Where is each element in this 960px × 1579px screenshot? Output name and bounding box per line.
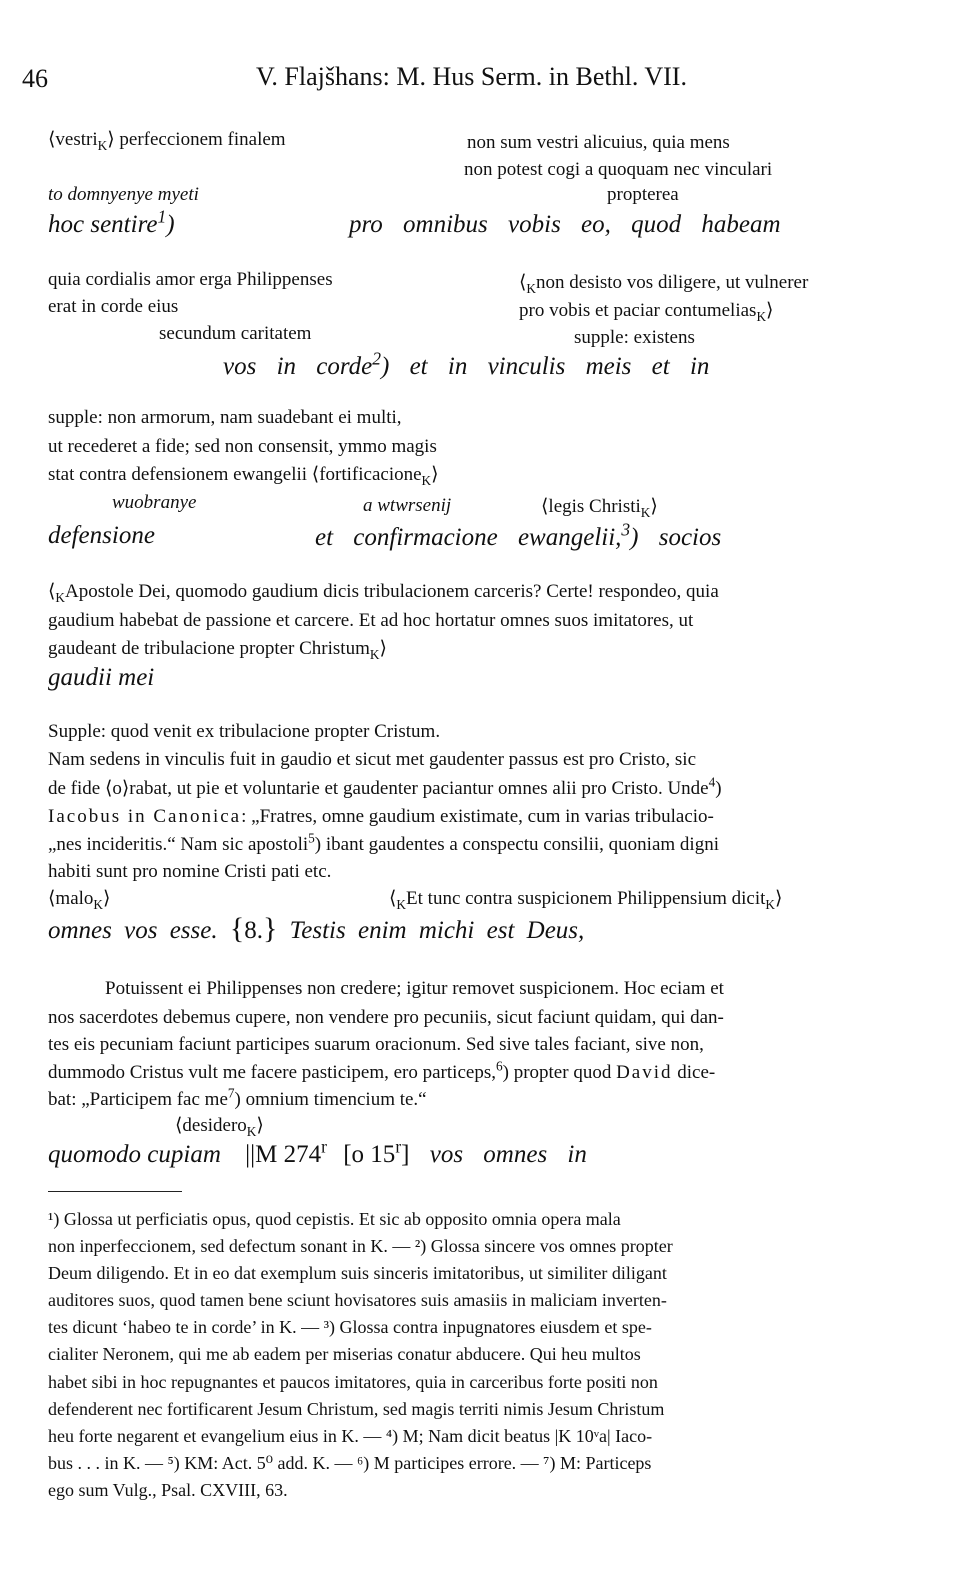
footnote-line: Deum diligendo. Et in eo dat exemplum suis sinceris imitatoribus, ut similiter diligant (48, 1263, 667, 1283)
text-line: nos sacerdotes debemus cupere, non vendere pro pecuniis, sicut faciunt quidam, qui dan- (48, 1007, 724, 1028)
gloss-line: secundum caritatem (159, 323, 312, 344)
gloss-line: non potest cogi a quoquam nec vinculari (464, 159, 773, 180)
gloss-czech: a wtwrsenij (363, 495, 452, 516)
gloss-line: propterea (607, 184, 679, 205)
gloss-line: „nes incideritis.“ Nam sic apostoli$^5$) ibant gaudentes a conspectu consilii, quoniam digni (48, 830, 719, 855)
base-text-line: et confirmacione ewangelii,$^3$) socios (315, 519, 722, 551)
text-line: bat: „Participem fac $me^7$) omnium timencium te.“ (48, 1085, 427, 1110)
gloss-line: pro vobis et paciar contumelias$_K$⟩ (519, 300, 774, 324)
footnote-line: ego sum Vulg., Psal. CXVIII, 63. (48, 1480, 288, 1500)
base-text-line: pro omnibus vobis eo, quod habeam (349, 211, 781, 238)
text-line: tes eis pecuniam faciunt participes suarum oracionum. Sed sive tales faciant, sive non, (48, 1034, 704, 1055)
footnote-line: bus . . . in K. — ⁵) KM: Act. 5⁰ add. K. — ⁶) M participes errore. — ⁷) M: Particeps (48, 1453, 652, 1473)
gloss-line: ⟨legis Christi$_K$⟩ (541, 496, 658, 520)
gloss-line: ⟨vestri$_K$⟩ perfeccionem finalem (48, 129, 286, 153)
gloss-line: gaudeant de tribulacione propter Christum$_K$⟩ (48, 638, 387, 662)
gloss-line: Supple: quod venit ex tribulacione propter Cristum. (48, 721, 441, 742)
gloss-line: ut recederet a fide; sed non consensit, ymmo magis (48, 436, 437, 457)
base-text-line: defensione (48, 522, 155, 549)
gloss-line: gaudium habebat de passione et carcere. Et ad hoc hortatur omnes suos imitatores, ut (48, 610, 694, 631)
footnote-separator (48, 1191, 182, 1192)
footnote-line: cialiter Neronem, qui me ab eadem per miserias conatur abducere. Qui heu multos (48, 1344, 641, 1364)
base-text-line: gaudii mei (48, 664, 155, 691)
text-line: dummodo Cristus vult me facere pasticipem, ero particeps,$^6$) propter quod David dice- (48, 1058, 716, 1083)
footnote-line: auditores suos, quod tamen bene sciunt hovisatores suis amasiis in maliciam inverten- (48, 1290, 667, 1310)
base-text-line: omnes vos esse. {8.} Testis enim michi est Deus, (48, 912, 585, 945)
gloss-line: $⟨_KApostole$ Dei, quomodo gaudium dicis tribulacionem carceris? Certe! respondeo, quia (48, 581, 719, 605)
gloss-line: stat contra defensionem ewangelii ⟨fortificacione$_K$⟩ (48, 464, 439, 488)
gloss-line: $⟨_Knon$ desisto vos diligere, ut vulnerer (519, 272, 809, 296)
gloss-line: ⟨malo$_K$⟩ (48, 888, 111, 912)
gloss-line: Iacobus in Canonica: „Fratres, omne gaudium existimate, cum in varias tribulacio- (48, 806, 714, 827)
gloss-czech: wuobranye (112, 492, 197, 513)
running-title: V. Flajšhans: M. Hus Serm. in Bethl. VII. (256, 62, 687, 91)
page-number: 46 (22, 64, 48, 93)
gloss-line: quia cordialis amor erga Philippenses (48, 269, 333, 290)
gloss-czech: to domnyenye myeti (48, 184, 199, 205)
gloss-line: de fide ⟨o⟩rabat, ut pie et voluntarie et gaudenter paciantur omnes alii pro Cristo. Unde$^4$) (48, 774, 722, 799)
gloss-line: supple: non armorum, nam suadebant ei multi, (48, 407, 402, 428)
footnote-line: tes dicunt ‘habeo te in corde’ in K. — ³) Glossa contra inpugnatores eiusdem et spe- (48, 1317, 652, 1337)
footnote-line: heu forte negarent et evangelium eius in K. — ⁴) M; Nam dicit beatus |K 10ᵛa| Iaco- (48, 1426, 653, 1446)
footnote-line: non inperfeccionem, sed defectum sonant in K. — ²) Glossa sincere vos omnes propter (48, 1236, 673, 1256)
gloss-line: habiti sunt pro nomine Cristi pati etc. (48, 861, 332, 882)
gloss-line: supple: existens (574, 327, 695, 348)
footnote-line: ¹) Glossa ut perficiatis opus, quod cepistis. Et sic ab opposito omnia opera mala (48, 1209, 621, 1229)
gloss-line: non sum vestri alicuius, quia mens (467, 132, 730, 153)
footnote-line: defenderent nec fortificarent Jesum Christum, sed magis territi nimis Jesum Christum (48, 1399, 665, 1419)
gloss-line: ⟨desidero$_K$⟩ (175, 1115, 264, 1139)
gloss-line: Nam sedens in vinculis fuit in gaudio et sicut met gaudenter passus est pro Cristo, sic (48, 749, 697, 770)
footnote-line: habet sibi in hoc repugnantes et paucos imitatores, quia in carceribus forte positi non (48, 1372, 658, 1392)
text-line: Potuissent ei Philippenses non credere; igitur removet suspicionem. Hoc eciam et (105, 978, 724, 999)
base-text-line: hoc sentire$^1$) (48, 206, 175, 238)
gloss-line: erat in corde eius (48, 296, 179, 317)
gloss-line: $⟨_KEt$ tunc contra suspicionem Philippensium dicit$_K$⟩ (389, 888, 783, 912)
base-text-line: vos in corde$^2$) et in vinculis meis et in (223, 348, 710, 380)
base-text-line: quomodo cupiam ||M 274$^r$ [o 15$^r$] vos omnes in (48, 1136, 587, 1168)
